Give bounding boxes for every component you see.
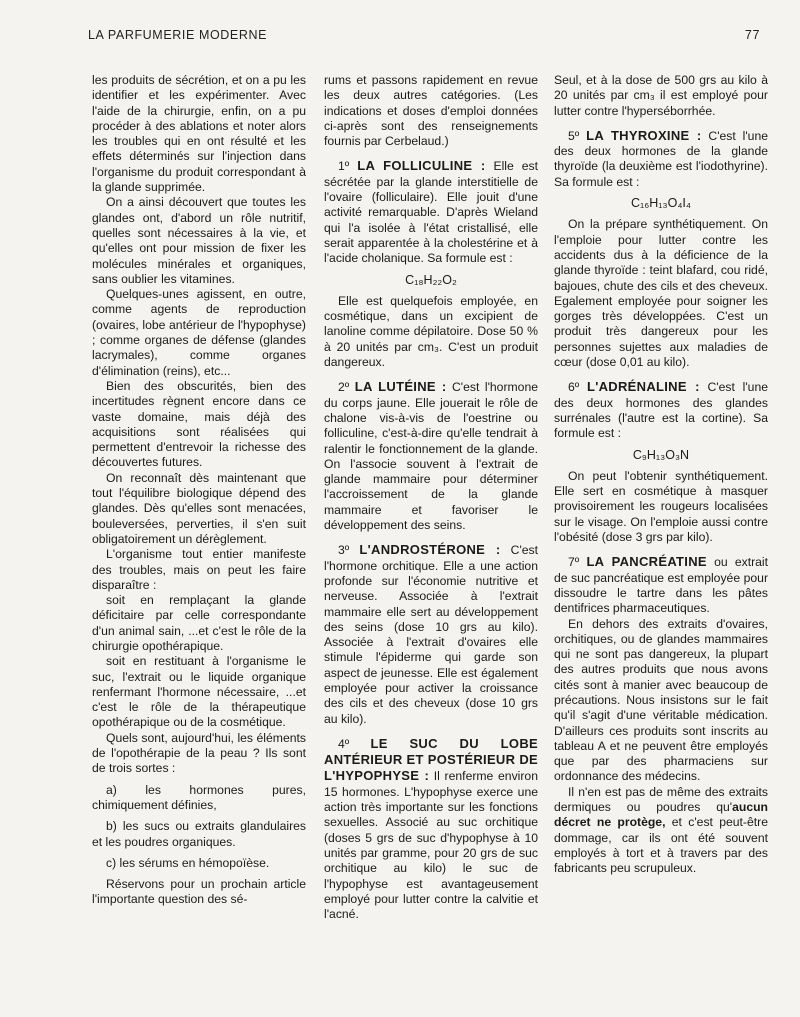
section-title: L'ADRÉNALINE :: [586, 379, 700, 395]
paragraph: L'organisme tout entier manifeste des troubles, mais on peut les faire disparaître :: [92, 547, 306, 592]
section-text: C'est l'une des deux hormones de la glande thyroïde (la deuxième est l'iodothyrine). Sa formule est :: [554, 128, 768, 189]
paragraph: On peut l'obtenir synthétiquement. Elle sert en cosmétique à masquer provisoirement les rougeurs localisées sur le visage. On l'emploie aussi contre l'obésité (dose 3 grs par kilo).: [554, 468, 768, 545]
paragraph: On reconnaît dès maintenant que tout l'équilibre biologique dépend des glandes. Dès qu'elles sont menacées, bouleversées, perverties, il s'en suit obligatoirement un dérèglement.: [92, 470, 306, 546]
section-title: LA FOLLICULINE :: [357, 158, 486, 174]
section-title: L'ANDROSTÉRONE :: [359, 542, 501, 558]
column-2: [324, 73, 538, 1008]
section-text: Il renferme environ 15 hormones. L'hypophyse exerce une action très importante sur les fonctions sexuelles. Associé au suc orchitique (doses 5 grs de suc d'hypophyse à 10 unités par gramme, pour 20 grs de suc orchitique au kilo) le suc de l'hypophyse est avantageusement employé pour lutter contre la calvitie et l'acné.: [324, 769, 538, 922]
section-luteine: [324, 379, 538, 533]
section-text: C'est l'hormone du corps jaune. Elle jouerait le rôle de chalone vis-à-vis de l'oestrine ou folliculine, c'est-à-dire qu'elle tendrait à ralentir le fonctionnement de la glande. On l'associe souvent à l'extrait de glande mammaire pour déterminer l'accroissement de la glande mammaire et favoriser le développement des seins.: [324, 380, 538, 533]
column-1: [92, 73, 306, 1008]
column-3: [554, 73, 768, 1008]
chemical-formula: C₉H₁₃O₃N: [632, 447, 690, 462]
section-number: 7º: [568, 555, 580, 570]
paragraph: [554, 785, 768, 877]
section-title: LE SUC DU LOBE ANTÉRIEUR ET POSTÉRIEUR DE L'HYPOPHYSE :: [324, 735, 538, 784]
chemical-formula: C₁₈H₂₂O₂: [405, 272, 457, 287]
paragraph: Seul, et à la dose de 500 grs au kilo à 20 unités par cm₃ il est employé pour lutter contre l'hyperséborrhée.: [554, 73, 768, 118]
section-pancreatine: [554, 554, 768, 616]
section-number: 5º: [568, 128, 580, 143]
paragraph: soit en remplaçant la glande déficitaire par celle correspondante d'un animal sain, ...et c'est le rôle de la chirurgie opothérapique.: [92, 593, 306, 653]
section-text: Elle est sécrétée par la glande interstitielle de l'ovaire (folliculaire). Elle jouit d'une activité remarquable. D'après Wieland qui l'a isolée à l'état cristallisé, elle serait apparentée à la cholestérine et à l'acide cholanique. Sa formule est :: [324, 159, 538, 266]
section-number: 4º: [338, 736, 350, 751]
paragraph: Quels sont, aujourd'hui, les éléments de l'opothérapie de la peau ? Ils sont de trois sortes :: [92, 730, 306, 776]
section-thyroxine: [554, 128, 768, 190]
section-title: LA PANCRÉATINE: [586, 554, 707, 570]
paragraph: Réservons pour un prochain article l'importante question des sé-: [92, 877, 306, 907]
text-run: et c'est peut-être dommage, car ils ont été souvent employés à tort et à travers par des fabricants peu scrupuleux.: [554, 815, 768, 876]
paragraph: En dehors des extraits d'ovaires, orchitiques, ou de glandes mammaires qui ne sont pas dangereux, la plupart des autres produits que nous avons cités sont à manier avec beaucoup de précautions. Nous insistons sur le fait qu'il s'agit d'une véritable médication. D'ailleurs ces produits sont inscrits au tableau A et ne peuvent être employés que par des pharmaciens sur ordonnance des médecins.: [554, 616, 768, 784]
section-text: C'est l'une des deux hormones des glandes surrénales (l'autre est la cortine). Sa formule est :: [554, 380, 768, 441]
emphasis-text: aucun décret ne protège,: [554, 800, 768, 830]
page-header: [88, 28, 772, 48]
section-adrenaline: [554, 379, 768, 441]
section-folliculine: [324, 158, 538, 266]
section-text: C'est l'hormone orchitique. Elle a une action profonde sur l'économie nutritive et nerveuse. Associée à l'extrait mammaire elle sert au développement des seins (dose 10 grs au kilo). Associée à l'extrait d'ovaires elle stimule l'épiderme qui garde son aspect de jeunesse. Elle est également employée pour activer la croissance des cils et des cheveux (dose 10 grs au kilo).: [324, 543, 538, 726]
paragraph: soit en restituant à l'organisme le suc, l'extrait ou le liquide organique renfermant l'hormone nécessaire, ...et c'est le rôle de la thérapeutique opothérapique ou de la cosmétique.: [92, 654, 306, 730]
paragraph: Bien des obscurités, bien des incertitudes règnent encore dans ce vaste domaine, mais déjà des acquisitions sont réalisées qui permettent d'entrevoir la richesse des découvertes futures.: [92, 378, 306, 470]
section-number: 3º: [338, 543, 350, 558]
list-item: c) les sérums en hémopoïèse.: [106, 855, 270, 870]
list-item: a) les hormones pures, chimiquement définies,: [92, 782, 306, 812]
section-number: 6º: [568, 380, 580, 395]
section-title: LA THYROXINE :: [586, 127, 702, 143]
paragraph: On la prépare synthétiquement. On l'emploie pour lutter contre les accidents dus à la déficience de la glande thyroïde : teint blafard, cou ridé, bajoues, chute des cils et des cheveux. Egalement employée pour soigner les gorges très développées. C'est un produit très dangereux pour les personnes sujettes aux maladies de cœur (dose 0,01 au kilo).: [554, 217, 768, 370]
section-text: ou extrait de suc pancréatique est employée pour dissoudre le tartre dans les pâtes dentifrices pharmaceutiques.: [554, 555, 768, 616]
list-item: b) les sucs ou extraits glandulaires et les poudres organiques.: [92, 819, 306, 849]
section-number: 1º: [338, 159, 350, 174]
section-hypophyse: [324, 736, 538, 923]
chemical-formula: C₁₆H₁₃O₄I₄: [630, 196, 692, 211]
paragraph: Elle est quelquefois employée, en cosmétique, dans un excipient de lanoline comme dépilatoire. Dose 50 % à 20 unités par cm₃. C'est un produit dangereux.: [324, 293, 538, 370]
paragraph: Quelques-unes agissent, en outre, comme agents de reproduction (ovaires, lobe antérieur de l'hypophyse) ; comme organes de défense (glandes lacrymales), comme organes d'élimination (reins), etc...: [92, 287, 306, 378]
paragraph: les produits de sécrétion, et on a pu les identifier et les expérimenter. Avec l'aide de la chirurgie, enfin, on a pu procéder à des ablations et noter alors les troubles qui en ont résulté et les effets déterminés sur l'injection dans l'organisme du produit correspondant à la glande supprimée.: [92, 73, 306, 195]
text-run: Il n'en est pas de même des extraits dermiques ou poudres qu': [554, 784, 768, 815]
paragraph: On a ainsi découvert que toutes les glandes ont, d'abord un rôle nutritif, quelles sont nécessaires à la vie, et qu'elles ont pour mission de fixer les molécules minérales et organiques, sans oublier les vitamines.: [92, 195, 306, 286]
section-androsterone: [324, 542, 538, 727]
section-title: LA LUTÉINE :: [354, 379, 447, 395]
running-title: LA PARFUMERIE MODERNE: [88, 28, 268, 42]
paragraph: rums et passons rapidement en revue les deux autres catégories. (Les indications et doses d'emploi données ci-après sont des renseignements fournis par Cerbelaud.): [324, 73, 538, 149]
page-number: 77: [744, 28, 760, 42]
section-number: 2º: [338, 380, 350, 395]
